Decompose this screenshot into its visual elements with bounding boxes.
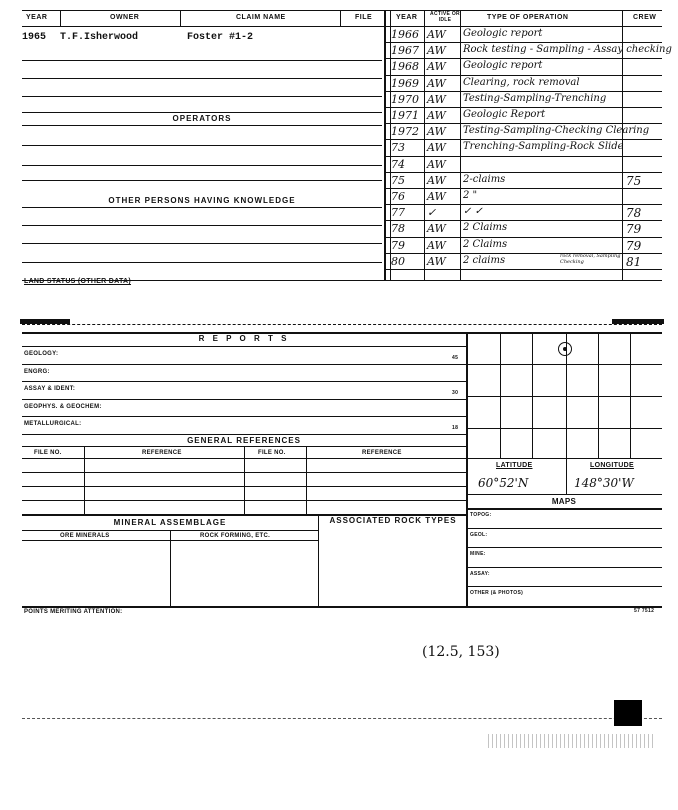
row-line: [466, 458, 662, 459]
divider: [598, 332, 599, 458]
divider: [424, 10, 425, 280]
operation-year: 1968: [391, 60, 419, 74]
longitude-value: 148°30'W: [574, 476, 634, 490]
row-line: [22, 262, 382, 263]
operation-year: 1972: [391, 125, 419, 139]
claim-owner: T.F.Isherwood: [60, 32, 139, 43]
operation-year: 1966: [391, 28, 419, 41]
map-row-line: [466, 567, 662, 568]
latitude-label: LATITUDE: [496, 462, 533, 469]
operation-status: AW: [427, 141, 446, 155]
operation-status: AW: [427, 125, 446, 139]
divider: [84, 446, 85, 514]
operation-status: AW: [427, 60, 446, 74]
header-active-idle: ACTIVE OR IDLE: [430, 11, 460, 23]
operation-year: 80: [391, 254, 405, 268]
map-row-line: [466, 586, 662, 587]
operation-year: 1969: [391, 76, 419, 90]
map-row-line: [466, 547, 662, 548]
row-line: [22, 60, 382, 61]
latitude-value: 60°52'N: [478, 476, 529, 490]
operation-row-line: [384, 156, 662, 157]
operation-year: 1971: [391, 109, 419, 122]
land-status-title: LAND STATUS (OTHER DATA): [24, 278, 132, 285]
row-line: [466, 508, 662, 510]
row-line: [466, 396, 662, 397]
divider: [460, 10, 461, 280]
report-number: 18: [452, 425, 459, 432]
operation-crew: 79: [626, 222, 642, 237]
operation-type: 2 Claims: [463, 222, 508, 234]
location-dot-icon: [563, 347, 567, 351]
row-line: [22, 225, 382, 226]
operation-type: Testing-Sampling-Trenching: [463, 92, 607, 104]
row-line: [466, 428, 662, 429]
report-row-line: [22, 381, 466, 382]
row-line: [466, 364, 662, 365]
map-row-label: GEOL:: [470, 531, 488, 538]
operation-status: AW: [427, 76, 446, 90]
report-label: ASSAY & IDENT:: [24, 386, 76, 393]
row-line: [22, 78, 382, 79]
longitude-label: LONGITUDE: [590, 462, 634, 469]
row-line: [22, 145, 382, 146]
map-row-label: ASSAY:: [470, 570, 490, 577]
operation-row-line: [384, 139, 662, 140]
scan-mark: [614, 700, 642, 726]
header-crew: CREW: [633, 14, 657, 21]
report-row-line: [22, 399, 466, 400]
operation-row-line: [384, 237, 662, 238]
divider: [500, 332, 501, 458]
operation-year: 78: [391, 222, 405, 236]
operation-crew: 78: [626, 206, 642, 221]
operation-status: AW: [427, 222, 446, 236]
operation-row-line: [384, 269, 662, 270]
operation-status: AW: [427, 238, 446, 252]
operation-status: ✓: [427, 206, 437, 220]
divider: [466, 332, 468, 606]
operators-title: OPERATORS: [172, 114, 232, 123]
operation-crew: 75: [626, 173, 642, 188]
operation-status: AW: [427, 157, 446, 171]
report-label: GEOLOGY:: [24, 351, 59, 357]
operation-row-line: [384, 91, 662, 92]
points-meriting-title: POINTS MERITING ATTENTION:: [24, 609, 123, 615]
operation-status: AW: [427, 190, 446, 203]
operation-row-line: [384, 172, 662, 173]
operation-year: 73: [391, 141, 405, 155]
row-line: [22, 96, 382, 97]
operation-year: 1970: [391, 92, 419, 106]
divider: [318, 514, 319, 606]
band-right: [612, 319, 664, 324]
row-line: [22, 434, 466, 435]
report-number: 30: [452, 390, 459, 397]
operation-row-line: [384, 42, 662, 43]
scan-noise: [488, 734, 656, 748]
operation-type: 2 ": [463, 190, 478, 201]
operation-crew: 81: [626, 254, 642, 269]
row-line: [22, 125, 382, 126]
location-circle-icon: [558, 342, 572, 356]
header-claim-name: CLAIM NAME: [236, 14, 286, 21]
operation-type: Clearing, rock removal: [463, 76, 580, 88]
operation-row-line: [384, 107, 662, 108]
report-number: 45: [452, 355, 459, 361]
header-file: FILE: [355, 14, 373, 21]
divider: [384, 10, 386, 280]
operation-status: AW: [427, 254, 446, 268]
operation-type: Trenching-Sampling-Rock Slide: [463, 141, 624, 153]
operation-status: AW: [427, 92, 446, 106]
report-label: METALLURGICAL:: [24, 421, 82, 428]
operation-year: 75: [391, 173, 405, 187]
top-border: [22, 10, 662, 11]
report-label: GEOPHYS. & GEOCHEM:: [24, 403, 102, 410]
associated-rock-types-title: ASSOCIATED ROCK TYPES: [329, 516, 457, 525]
operation-year: 79: [391, 238, 405, 252]
operation-year: 76: [391, 190, 405, 203]
divider: [566, 458, 567, 494]
row-line: [22, 207, 382, 208]
bottom-line: [22, 718, 662, 719]
divider: [180, 10, 181, 26]
coordinates-note: (12.5, 153): [422, 644, 500, 660]
operation-type: 2 Claims: [463, 238, 508, 250]
operation-crew: 79: [626, 238, 642, 253]
operation-type: Geologic Report: [463, 109, 546, 120]
operation-status: AW: [427, 44, 446, 58]
form-number: 57 7512: [634, 608, 655, 614]
report-row-line: [22, 416, 466, 417]
operation-type: Geologic report: [463, 60, 543, 72]
operation-type: Testing-Sampling-Checking Clearing: [463, 125, 650, 137]
report-row-line: [22, 364, 466, 365]
maps-title: MAPS: [551, 497, 577, 506]
divider: [60, 10, 61, 26]
row-line: [22, 112, 382, 113]
divider: [630, 332, 631, 458]
divider: [170, 530, 171, 606]
divider: [244, 446, 245, 514]
claim-year: 1965: [22, 32, 47, 43]
operation-row-line: [384, 75, 662, 76]
operation-type: 2-claims: [463, 173, 506, 185]
operation-row-line: [384, 220, 662, 221]
operation-row-line: [384, 204, 662, 205]
map-row-label: TOPOG:: [470, 512, 492, 518]
row-line: [22, 165, 382, 166]
general-references-title: GENERAL REFERENCES: [187, 436, 301, 445]
operation-status: AW: [427, 109, 446, 122]
map-row-line: [466, 528, 662, 529]
row-line: [22, 243, 382, 244]
row-line: [466, 494, 662, 495]
header-bottom-border: [22, 26, 662, 27]
operation-status: AW: [427, 28, 446, 41]
ref-header-file-no-2: FILE NO.: [258, 450, 286, 456]
row-line: [22, 606, 662, 608]
ref-header-file-no: FILE NO.: [34, 450, 62, 456]
map-row-label: MINE:: [470, 551, 486, 558]
header-year: YEAR: [26, 14, 48, 21]
operation-year: 74: [391, 157, 405, 171]
map-row-label: OTHER (& PHOTOS): [470, 590, 524, 597]
operation-row-line: [384, 123, 662, 124]
operation-row-line: [384, 58, 662, 59]
row-line: [22, 346, 466, 347]
rock-forming-header: ROCK FORMING, ETC.: [200, 533, 271, 539]
header-owner: OWNER: [110, 14, 140, 21]
operation-type: ✓ ✓: [463, 206, 483, 218]
header-type-of-operation: TYPE OF OPERATION: [487, 14, 569, 21]
operation-year: 77: [391, 206, 405, 220]
operation-note: rock removal, Sampling Checking: [560, 252, 621, 265]
operation-type: Rock testing - Sampling - Assay checking: [463, 44, 672, 56]
operation-type: 2 claims: [463, 254, 506, 266]
operation-row-line: [384, 188, 662, 189]
divider: [340, 10, 341, 26]
claim-name: Foster #1-2: [187, 32, 254, 43]
ore-minerals-header: ORE MINERALS: [60, 533, 110, 539]
other-persons-title: OTHER PERSONS HAVING KNOWLEDGE: [108, 196, 296, 205]
ref-header-reference: REFERENCE: [142, 450, 182, 456]
report-label: ENGRG:: [24, 368, 50, 375]
header-year-2: YEAR: [396, 14, 418, 21]
row-line: [22, 180, 382, 181]
reports-title: R E P O R T S: [198, 334, 290, 343]
operation-status: AW: [427, 173, 446, 187]
divider: [306, 446, 307, 514]
divider: [532, 332, 533, 458]
operation-type: Geologic report: [463, 28, 543, 39]
ref-header-reference-2: REFERENCE: [362, 450, 402, 456]
mineral-assemblage-title: MINERAL ASSEMBLAGE: [113, 518, 227, 527]
band-line: [22, 324, 662, 325]
operation-year: 1967: [391, 44, 419, 58]
